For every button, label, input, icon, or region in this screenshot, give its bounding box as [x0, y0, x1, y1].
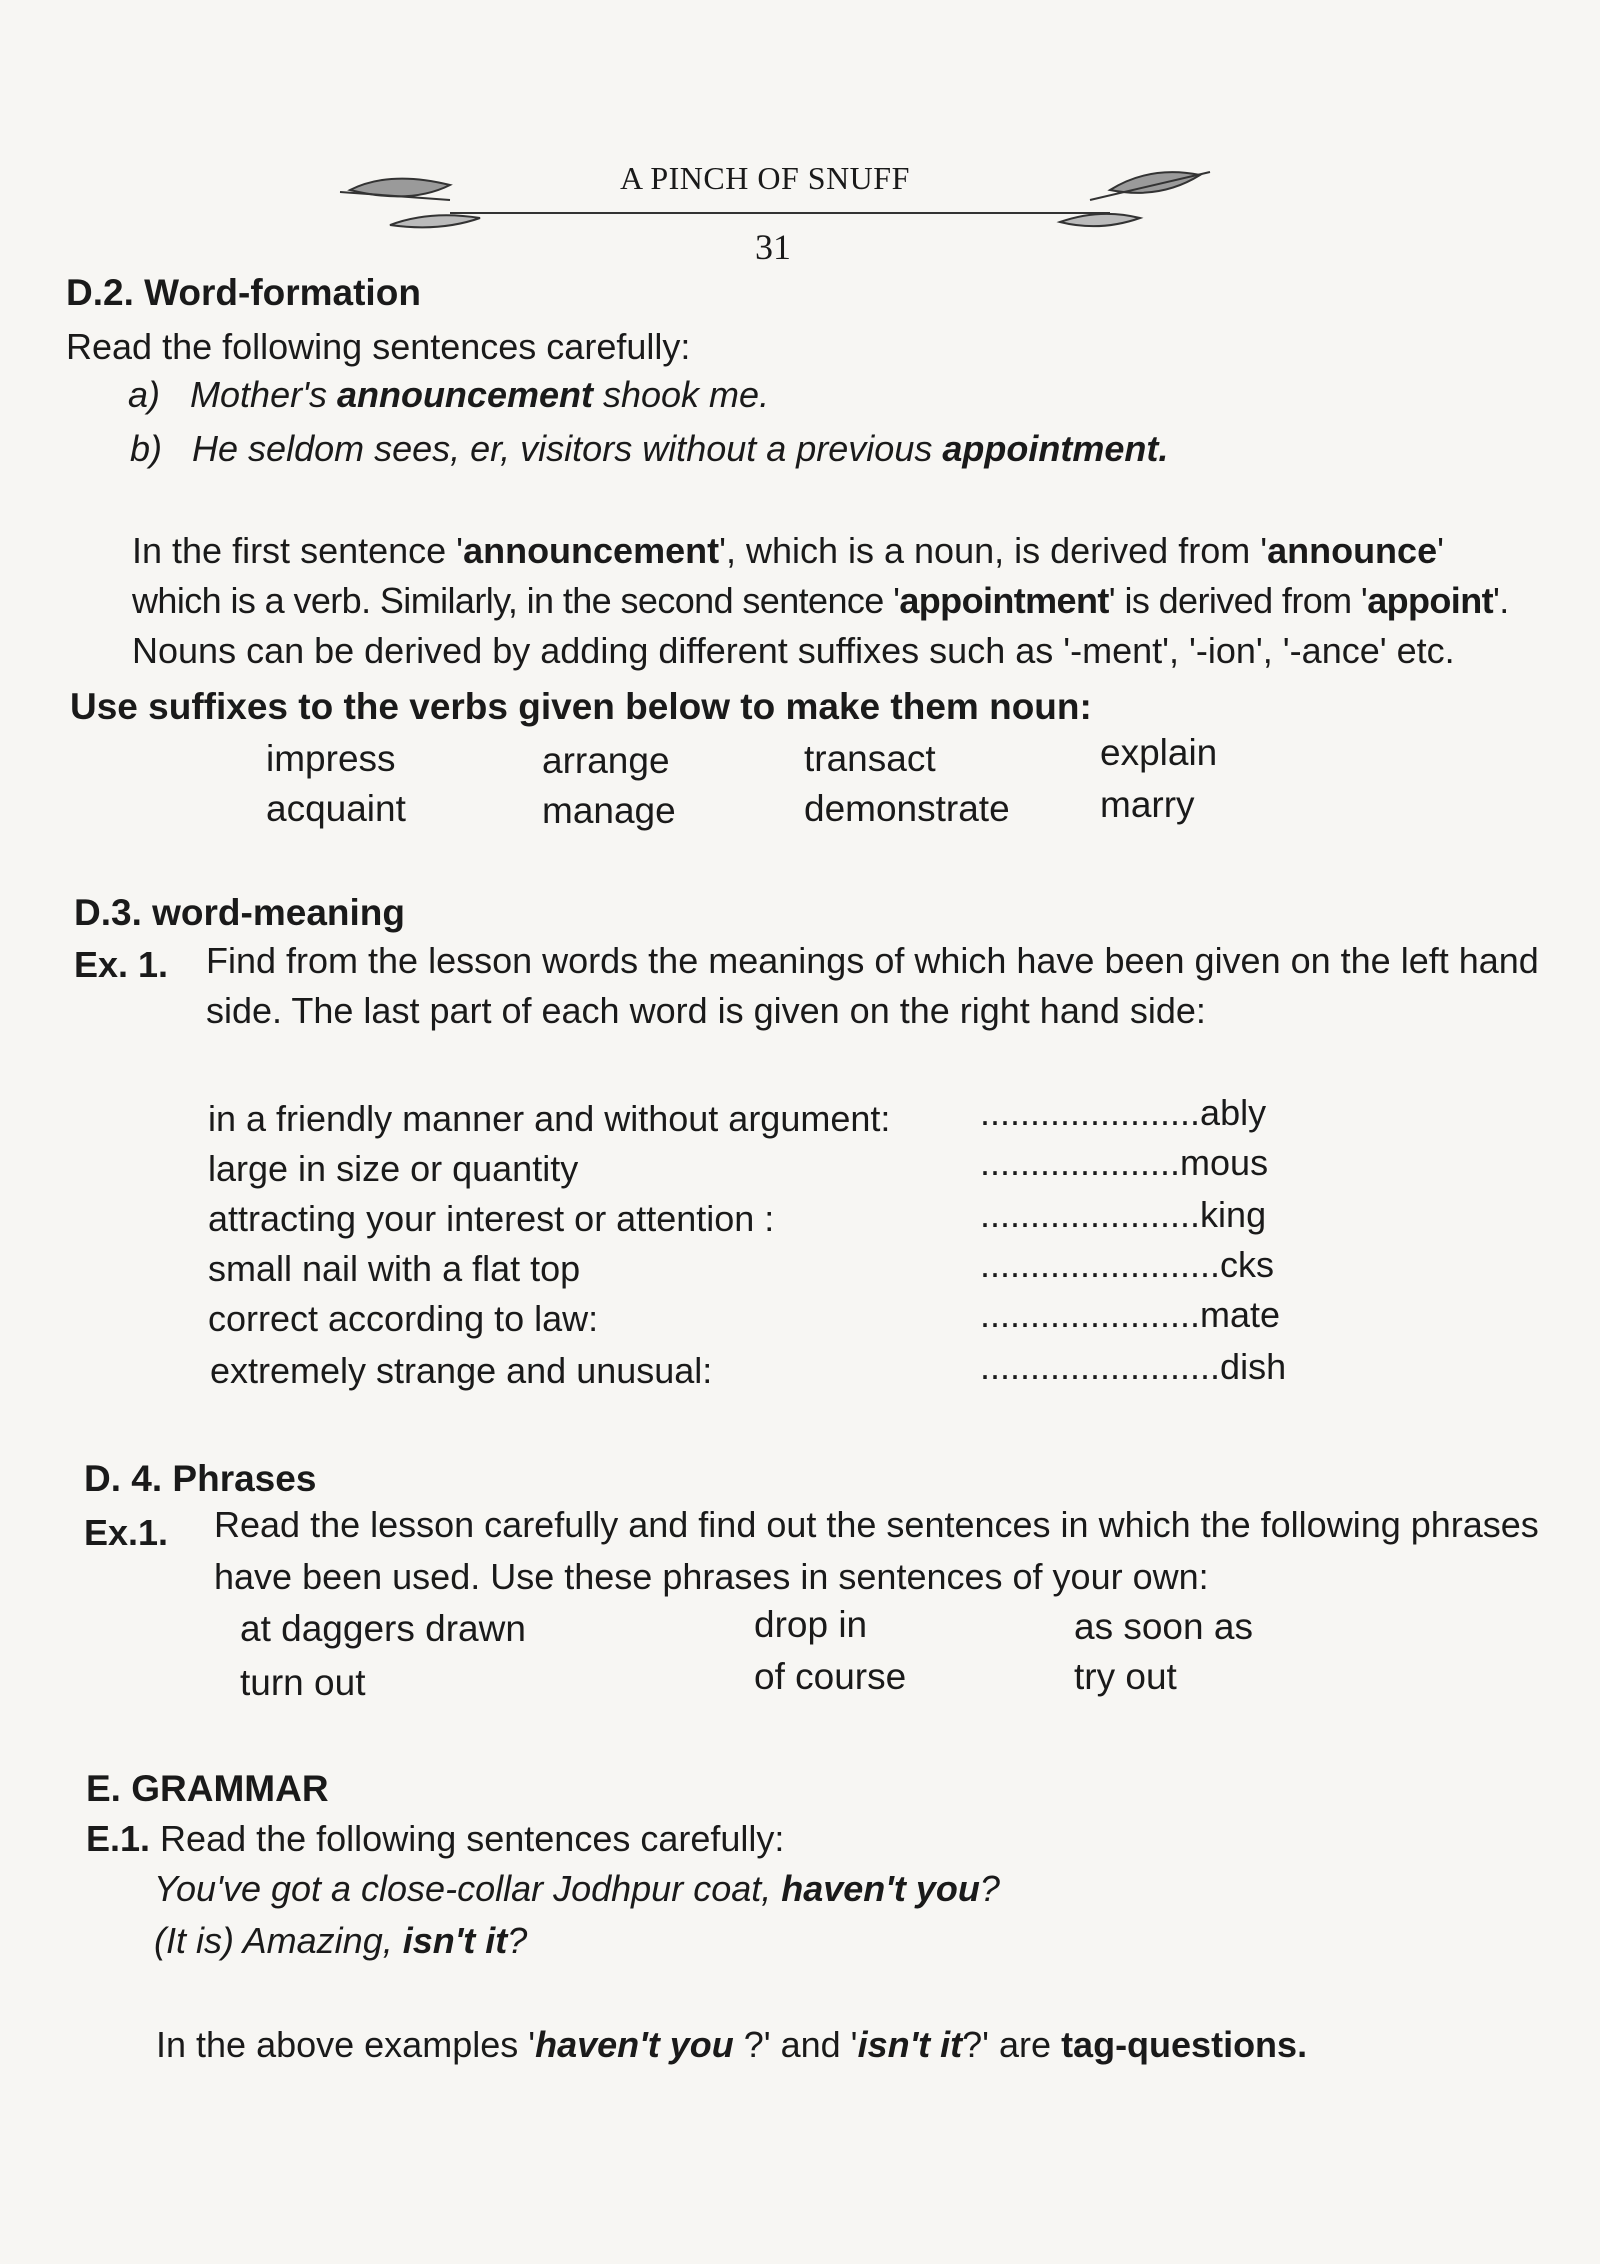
d4-heading: D. 4. Phrases	[84, 1458, 317, 1499]
d3-ex-line2: side. The last part of each word is given on the right hand side:	[206, 990, 1206, 1031]
answer-blank: ......................ably	[980, 1092, 1267, 1133]
d2-instruction: Use suffixes to the verbs given below to make them noun:	[70, 686, 1092, 727]
meaning-item: extremely strange and unusual:	[210, 1350, 713, 1391]
meaning-item: in a friendly manner and without argument:	[208, 1098, 891, 1139]
verb-item: impress	[266, 738, 396, 779]
verb-item: manage	[542, 790, 676, 831]
verb-item: demonstrate	[804, 788, 1010, 829]
e1-sentence-1: You've got a close-collar Jodhpur coat, haven't you?	[154, 1868, 1000, 1909]
d2-sentence-a: a) Mother's announcement shook me.	[128, 374, 770, 415]
answer-blank: ....................mous	[980, 1142, 1269, 1183]
d4-ex-line2: have been used. Use these phrases in sentences of your own:	[214, 1556, 1209, 1597]
verb-item: arrange	[542, 740, 670, 781]
meaning-item: attracting your interest or attention :	[208, 1198, 775, 1239]
d2-sentence-b: b) He seldom sees, er, visitors without a previous appointment.	[130, 428, 1169, 469]
answer-blank: ......................mate	[980, 1294, 1281, 1335]
page-number: 31	[755, 227, 791, 267]
e-heading: E. GRAMMAR	[86, 1768, 329, 1809]
meaning-item: large in size or quantity	[208, 1148, 579, 1189]
left-leaf-icon	[340, 179, 480, 228]
d2-para-line3: Nouns can be derived by adding different suffixes such as '-ment', '-ion', '-ance' etc.	[132, 630, 1455, 671]
phrase-item: of course	[754, 1656, 907, 1697]
phrase-item: drop in	[754, 1604, 868, 1645]
d2-para-line2: which is a verb. Similarly, in the second sentence 'appointment' is derived from 'appoint'.	[132, 580, 1509, 621]
verb-item: explain	[1100, 732, 1218, 773]
d2-para-line1: In the first sentence 'announcement', which is a noun, is derived from 'announce'	[132, 530, 1444, 571]
phrase-item: as soon as	[1074, 1606, 1253, 1647]
phrase-item: try out	[1074, 1656, 1177, 1697]
d2-intro: Read the following sentences carefully:	[66, 326, 691, 367]
verb-item: marry	[1100, 784, 1195, 825]
e1-final: In the above examples 'haven't you ?' and 'isn't it?' are tag-questions.	[156, 2024, 1308, 2065]
meaning-item: correct according to law:	[208, 1298, 599, 1339]
answer-blank: ......................king	[980, 1194, 1267, 1235]
answer-blank: ........................cks	[980, 1244, 1275, 1285]
e1-line: E.1. Read the following sentences carefully:	[86, 1818, 785, 1859]
phrase-item: turn out	[240, 1662, 366, 1703]
answer-blank: ........................dish	[980, 1346, 1287, 1387]
d3-ex-line1: Find from the lesson words the meanings of which have been given on the left hand	[206, 940, 1539, 981]
d2-heading: D.2. Word-formation	[66, 272, 421, 313]
d3-heading: D.3. word-meaning	[74, 892, 405, 933]
verb-item: acquaint	[266, 788, 406, 829]
verb-item: transact	[804, 738, 936, 779]
right-leaf-icon	[1060, 172, 1210, 226]
e1-sentence-2: (It is) Amazing, isn't it?	[154, 1920, 528, 1961]
d3-ex-label: Ex. 1.	[74, 944, 169, 985]
meaning-item: small nail with a flat top	[208, 1248, 581, 1289]
phrase-item: at daggers drawn	[240, 1608, 526, 1649]
d4-ex-line1: Read the lesson carefully and find out the sentences in which the following phrases	[214, 1504, 1539, 1545]
d4-ex-label: Ex.1.	[84, 1512, 169, 1553]
running-header-title: A PINCH OF SNUFF	[620, 160, 910, 196]
